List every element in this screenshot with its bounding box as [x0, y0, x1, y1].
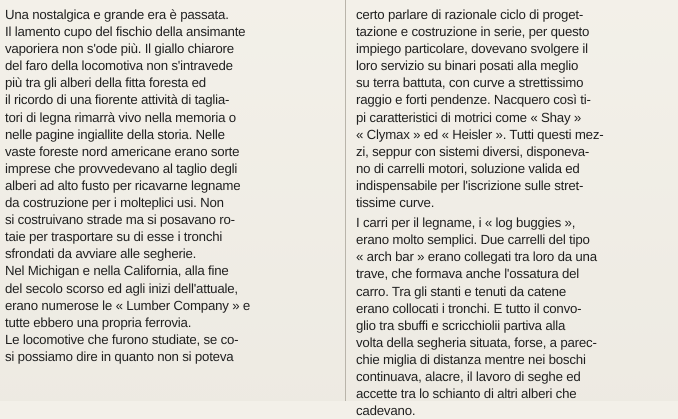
article-line: certo parlare di razionale ciclo di proget-: [356, 7, 584, 22]
article-line: nelle pagine ingiallite della storia. Nelle: [5, 126, 225, 142]
article-line: il ricordo di una fiorente attività di taglia-: [5, 92, 230, 108]
article-line: trave, che formava anche l'ossatura del: [356, 266, 580, 282]
article-line: zi, seppur con sistemi diversi, disponeva-: [356, 143, 590, 159]
article-line: cadevano.: [356, 403, 416, 419]
article-line: vaste foreste nord americane erano sorte: [5, 143, 240, 159]
article-line: accette tra lo schianto di altri alberi che: [356, 386, 577, 402]
article-line: glio tra sbuffi e scricchiolii partiva alla: [356, 317, 566, 333]
article-line: vaporiera non s'ode più. Il giallo chiarore: [5, 41, 234, 57]
article-line: tori di legna rimarrà vivo nella memoria o: [5, 109, 236, 125]
article-line: si costruivano strade ma si posavano ro-: [5, 212, 235, 228]
article-line: Una nostalgica e grande era è passata.: [5, 7, 229, 22]
article-line: erano molto semplici. Due carrelli del tipo: [356, 232, 590, 248]
article-line: « Clymax » ed « Heisler ». Tutti questi mez-: [356, 126, 604, 142]
article-line: indispensabile per l'iscrizione sulle stret-: [356, 177, 584, 193]
article-line: tutte ebbero una propria ferrovia.: [5, 314, 192, 330]
article-line: erano numerose le « Lumber Company » e: [5, 297, 251, 313]
column-divider: [345, 0, 346, 401]
article-line: impiego particolare, dovevano svolgere il: [356, 41, 588, 57]
article-line: Le locomotive che furono studiate, se co-: [5, 331, 239, 347]
article-line: tazione e costruzione in serie, per questo: [356, 24, 590, 40]
article-line: Nel Michigan e nella California, alla fine: [5, 263, 229, 279]
article-line: « arch bar » erano collegati tra loro da una: [356, 249, 597, 265]
article-line: pi caratteristici di motrici come « Shay »: [356, 109, 582, 125]
article-line: più tra gli alberi della fitta foresta ed: [5, 75, 206, 91]
article-line: volta della segheria situata, forse, a parec-: [356, 334, 597, 350]
article-line: I carri per il legname, i « log buggies »,: [356, 215, 576, 231]
article-line: Il lamento cupo del fischio della ansimante: [5, 24, 246, 40]
article-line: su terra battuta, con curve a strettissimo: [356, 75, 584, 91]
article-line: alberi ad alto fusto per ricavarne legname: [5, 177, 241, 193]
article-line: del secolo scorso ed agli inizi dell'attuale,: [5, 280, 238, 296]
article-line: raggio e forti pendenze. Nacquero così ti-: [356, 92, 591, 108]
article-line: carro. Tra gli stanti e tenuti da catene: [356, 283, 567, 299]
article-line: continuava, alacre, il lavoro di seghe ed: [356, 368, 581, 384]
article-line: tissime curve.: [356, 195, 435, 211]
left-column: [5, 6, 331, 365]
article-line: imprese che provvedevano al taglio degli: [5, 160, 238, 176]
article-line: chie miglia di distanza mentre nei boschi: [356, 351, 586, 367]
article-line: da costruzione per i molteplici usi. Non: [5, 195, 224, 211]
article-line: si possiamo dire in quanto non si poteva: [5, 348, 234, 364]
right-column: [356, 6, 674, 419]
article-line: taie per trasportare su di esse i tronchi: [5, 229, 223, 245]
article-line: sfrondati da avviare alle segherie.: [5, 246, 197, 262]
article-line: erano collocati i tronchi. E tutto il convo-: [356, 300, 582, 316]
article-line: loro servizio su binari posati alla meglio: [356, 58, 579, 74]
article-line: no di carrelli motori, soluzione valida ed: [356, 160, 580, 176]
article-line: del faro della locomotiva non s'intravede: [5, 58, 233, 74]
